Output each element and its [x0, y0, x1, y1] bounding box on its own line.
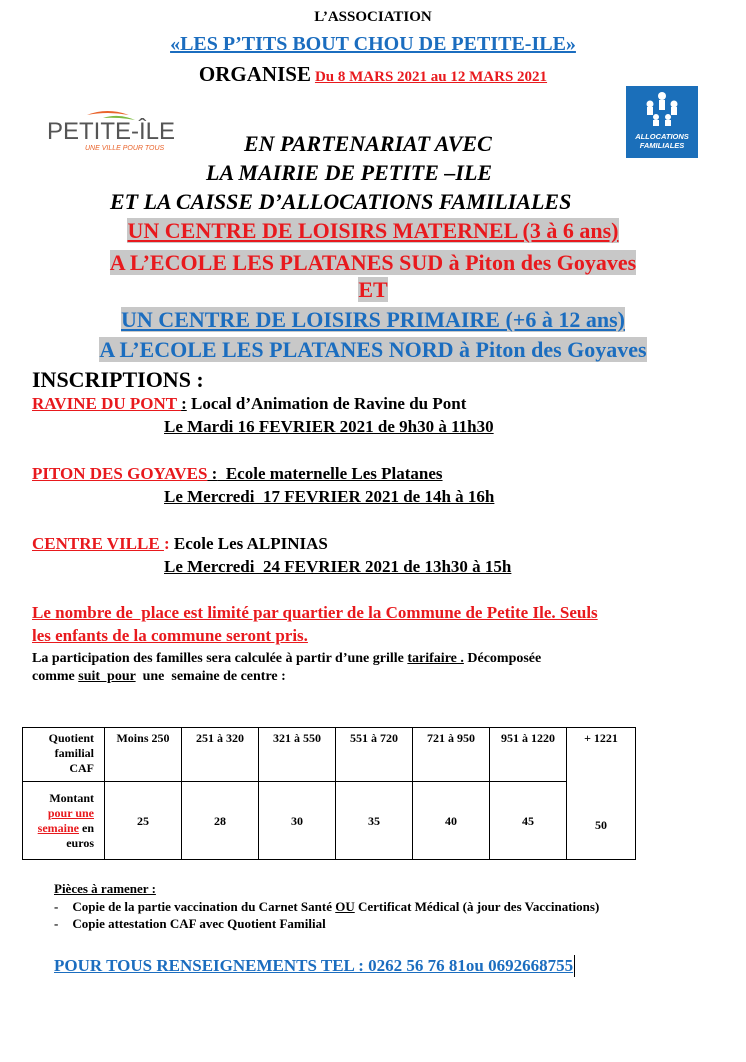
table-header-row — [23, 728, 636, 782]
table-value-cell: 50 — [595, 818, 607, 832]
row-label-text-red: pour une — [47, 806, 94, 820]
event-dates: Du 8 MARS 2021 au 12 MARS 2021 — [314, 69, 548, 85]
table-header-quotient — [23, 728, 105, 782]
table-value-cell: 25 — [105, 782, 182, 860]
table-header-cell: 721 à 950 — [413, 728, 490, 782]
centre-maternel — [0, 218, 746, 244]
organise-label: ORGANISE — [198, 62, 311, 86]
table-header-cell: Moins 250 — [105, 728, 182, 782]
caf-text — [626, 132, 698, 150]
participation-line-2 — [32, 668, 286, 685]
participation-text-underlined: suit pour — [78, 669, 136, 684]
centre-maternel-school-text: A L’ECOLE LES PLATANES SUD à Piton des Goyaves — [109, 250, 637, 275]
centre-maternel-school — [0, 249, 746, 277]
district-colon: : — [181, 394, 187, 413]
partnership-line-2: LA MAIRIE DE PETITE –ILE — [206, 160, 493, 185]
inscription-3-date: Le Mercredi 24 FEVRIER 2021 de 13h30 à 15h — [164, 557, 512, 576]
table-value-cell: 28 — [182, 782, 259, 860]
row-label-text-red: semaine — [37, 821, 79, 835]
inscription-place: Ecole maternelle Les Platanes — [217, 464, 443, 483]
table-header-text: Quotient — [48, 731, 94, 745]
bullet-dash: - — [54, 916, 59, 931]
caf-line-1: ALLOCATIONS — [635, 132, 689, 141]
district-colon: : — [207, 464, 218, 483]
table-value-cell: 45 — [490, 782, 567, 860]
inscription-2-date: Le Mercredi 17 FEVRIER 2021 de 14h à 16h — [164, 487, 495, 506]
caf-logo — [626, 86, 698, 158]
partnership-line-3: ET LA CAISSE D’ALLOCATIONS FAMILIALES — [110, 189, 572, 214]
pieces-item-text: Copie attestation CAF avec Quotient Familial — [72, 916, 326, 931]
table-value-row — [23, 782, 636, 860]
pieces-item-ou: OU — [335, 899, 355, 914]
caf-line-2: FAMILIALES — [639, 141, 685, 150]
centre-et-text: ET — [358, 277, 388, 302]
participation-line-1 — [32, 650, 541, 667]
bullet-dash: - — [54, 899, 59, 914]
table-row-label — [23, 782, 105, 860]
table-header-cell: 321 à 550 — [259, 728, 336, 782]
inscription-place: Local d’Animation de Ravine du Pont — [186, 394, 467, 413]
inscription-3 — [32, 534, 328, 554]
pieces-item-2 — [54, 916, 326, 932]
centre-primaire-text: UN CENTRE DE LOISIRS PRIMAIRE (+6 à 12 ans) — [121, 307, 625, 332]
table-value-cell: 35 — [336, 782, 413, 860]
inscription-place: Ecole Les ALPINIAS — [169, 534, 328, 553]
limit-notice-line-2: les enfants de la commune seront pris. — [32, 626, 308, 645]
centre-maternel-text: UN CENTRE DE LOISIRS MATERNEL (3 à 6 ans) — [127, 218, 619, 243]
caf-family-icon — [642, 90, 682, 130]
table-header-text: + 1221 — [584, 731, 618, 745]
participation-text: comme — [32, 669, 79, 684]
pieces-item-1 — [54, 899, 599, 915]
petite-ile-slogan: UNE VILLE POUR TOUS — [85, 145, 165, 152]
tariff-table — [22, 727, 636, 860]
inscriptions-title: INSCRIPTIONS : — [32, 367, 204, 392]
pieces-item-text: Certificat Médical (à jour des Vaccinations) — [354, 899, 600, 914]
table-header-cell-last — [567, 728, 636, 860]
centre-primaire — [0, 306, 746, 334]
participation-text: La participation des familles sera calculée à partir d’une grille — [32, 651, 408, 666]
centre-primaire-school — [0, 336, 746, 364]
table-header-text: CAF — [69, 761, 94, 775]
pieces-item-text: Copie de la partie vaccination du Carnet Santé — [72, 899, 336, 914]
petite-ile-logo — [45, 108, 185, 158]
inscription-1-date: Le Mardi 16 FEVRIER 2021 de 9h30 à 11h30 — [164, 417, 494, 436]
association-name: «LES P’TITS BOUT CHOU DE PETITE-ILE» — [170, 33, 576, 55]
participation-text-end: Décomposée — [463, 651, 542, 666]
row-label-text: euros — [66, 836, 94, 850]
table-header-cell: 551 à 720 — [336, 728, 413, 782]
table-header-text: familial — [54, 746, 94, 760]
table-value-cell: 40 — [413, 782, 490, 860]
petite-ile-wordmark: PETITE-ÎLE — [47, 118, 176, 145]
district-centre-ville: CENTRE VILLE — [32, 534, 164, 553]
centre-primaire-school-text: A L’ECOLE LES PLATANES NORD à Piton des Goyaves — [99, 337, 647, 362]
contact-line: POUR TOUS RENSEIGNEMENTS TEL : 0262 56 76 81ou 0692668755 — [54, 956, 574, 975]
district-ravine-du-pont: RAVINE DU PONT — [32, 394, 182, 413]
inscription-2 — [32, 464, 443, 484]
inscription-1 — [32, 394, 466, 414]
row-label-text: en — [82, 821, 94, 835]
association-label: L’ASSOCIATION — [314, 9, 432, 25]
centre-et — [0, 277, 746, 303]
table-header-cell: 951 à 1220 — [490, 728, 567, 782]
partnership-line-1: EN PARTENARIAT AVEC — [244, 131, 492, 156]
limit-notice-line-1: Le nombre de place est limité par quartier de la Commune de Petite Ile. Seuls — [32, 603, 598, 622]
district-piton-des-goyaves: PITON DES GOYAVES — [32, 464, 208, 483]
district-colon: : — [163, 534, 170, 553]
row-label-text: Montant — [49, 791, 94, 805]
participation-text-end: une semaine de centre : — [135, 669, 286, 684]
participation-text-underlined: tarifaire . — [407, 651, 464, 666]
table-header-cell: 251 à 320 — [182, 728, 259, 782]
pieces-title: Pièces à ramener : — [54, 881, 156, 896]
table-value-cell: 30 — [259, 782, 336, 860]
